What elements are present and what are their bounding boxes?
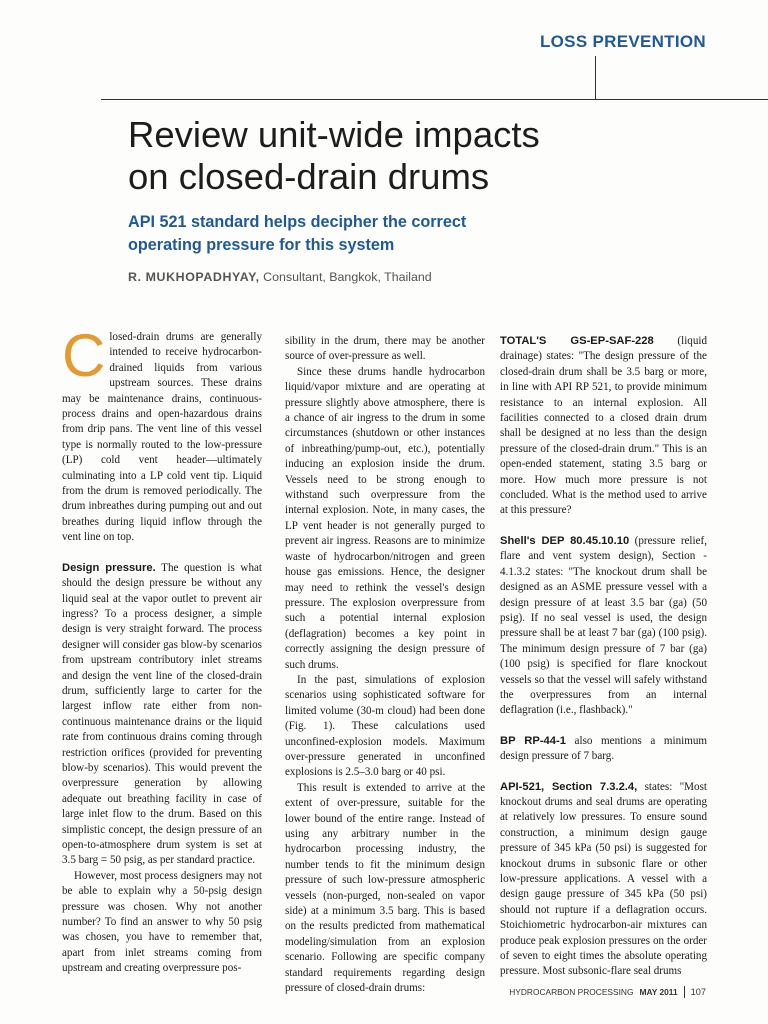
paragraph (500, 780, 707, 980)
paragraph (500, 534, 707, 719)
standard-heading: TOTAL'S GS-EP-SAF-228 (500, 335, 654, 347)
paragraph (62, 561, 262, 869)
publication-name: HYDROCARBON PROCESSING (509, 987, 634, 997)
article-subtitle (128, 211, 568, 257)
header-rule-vertical (595, 56, 596, 100)
author-name: R. MUKHOPADHYAY, (128, 270, 260, 284)
subtitle-line-2: operating pressure for this system (128, 236, 395, 254)
header-rule (101, 99, 768, 100)
paragraph-text: losed-drain drums are generally intended to receive hydrocarbon-drained liquids from various upstream sources. These drains may be maintenance drains, continuous-process drains and open-hazardous drains from drip pans. The vent line of this vessel type is normally routed to the low-pressure (LP) cold vent header—ultimately culminating into a LP cold vent tip. Liquid from the drum is removed periodically. The drum inbreathes during pumping out and out breathes during liquid inflow through the vent line on top. (62, 331, 262, 544)
paragraph: However, most process designers may not be able to explain why a 50-psig design pressure was chosen. Why not another number? To find an answer to why 50 psig was chosen, you have to remember that, apart from inlet streams coming from upstream and creating overpressure pos- (62, 869, 262, 975)
paragraph (500, 734, 707, 765)
title-line-2: on closed-drain drums (128, 156, 490, 197)
paragraph-text: (pressure relief, flare and vent system design), Section - 4.1.3.2 states: "The knockout drum shall be designed as an ASME pressure vessel with a design pressure of at least 3.5 bar (ga) (50 psig). If no seal vessel is used, the design pressure shall be at least 7 bar (ga) (100 psig). The minimum design pressure of 7 bar (ga) (100 psig) is specified for flare knockout vessels so that the vessel will safely withstand the overpressures from an internal deflagration (i.e., flashback)." (500, 534, 707, 717)
standard-heading: API-521, Section 7.3.2.4, (500, 780, 638, 793)
author-affiliation: Consultant, Bangkok, Thailand (259, 270, 432, 284)
standard-heading: Shell's DEP 80.45.10.10 (500, 534, 630, 547)
paragraph: In the past, simulations of explosion scenarios using sophisticated software for limited volume (30-m cloud) had been done (Fig. 1). These calculations used unconfined-explosion models. Maximum over-pressure generated in unconfined explosions is 2.5–3.0 barg or 40 psi. (285, 673, 485, 779)
paragraph-text: The question is what should the design pressure be without any liquid seal at the vapor outlet to prevent air ingress? To a process designer, a simple design is very straight forward. The process designer will consider gas blow-by scenarios from upstream contributory inlet streams and design the vent line of the closed-drain drum, sufficiently large to carter for the largest inflow rate either from non-continuous maintenance drains or the liquid rate from continuous drains coming through restriction orifices (provided for preventing blow-by scenarios). This would prevent the overpressure generation by allowing adequate out breathing facility in case of large inlet flow to the drum. Based on this simplistic concept, the design pressure of an open-to-atmosphere drum system is set at 3.5 barg = 50 psig, as per standard practice. (62, 561, 262, 867)
subtitle-line-1: API 521 standard helps decipher the correct (128, 213, 467, 231)
paragraph (62, 322, 262, 546)
text-column-1 (62, 322, 262, 977)
paragraph: sibility in the drum, there may be another source of over-pressure as well. (285, 335, 485, 363)
paragraph-text: (liquid drainage) states: "The design pressure of the closed-drain drum shall be 3.5 barg or more, in line with API RP 521, to provide minimum resistance to an internal explosion. All facilities connected to a closed drain drum shall be designed at no less than the design pressure of the closed-drain drum." This is an open-ended statement, stating 3.5 barg or more. How much more pressure is not concluded. What is the method used to arrive at this pressure? (500, 335, 707, 517)
article-title (128, 114, 708, 198)
page-number: 107 (690, 987, 706, 997)
paragraph-text: also mentions a minimum design pressure of 7 barg. (500, 734, 707, 763)
section-heading: Design pressure. (62, 561, 156, 574)
footer-divider (684, 986, 685, 998)
title-line-1: Review unit-wide impacts (128, 114, 540, 155)
text-column-2 (285, 334, 485, 996)
paragraph: This result is extended to arrive at the extent of over-pressure, suitable for the lower bound of the entire range. Instead of using any arbitrary number in the hydrocarbon processing industry, the number tends to fit the minimum design pressure of such low-pressure atmospheric vessels (non-purged, non-sealed on vapor side) at a minimum 3.5 barg. This is based on the results predicted from mathematical modeling/simulation from an explosion scenario. Following are specific company standard requirements regarding design pressure of closed-drain drums: (285, 781, 485, 995)
issue-date: MAY 2011 (639, 987, 678, 997)
standard-heading: BP RP-44-1 (500, 734, 566, 747)
section-label: LOSS PREVENTION (539, 32, 706, 51)
text-column-3 (500, 334, 707, 980)
byline (128, 270, 432, 284)
page-footer (509, 986, 706, 998)
drop-cap: C (62, 322, 106, 389)
paragraph: Since these drums handle hydrocarbon liquid/vapor mixture and are operating at pressure slightly above atmosphere, there is a chance of air ingress to the drum in some circumstances (shutdown or other instances of inbreathing/pump-out, etc.), potentially inducing an explosion inside the drum. Vessels need to be strong enough to withstand such overpressure from the internal explosion. Note, in many cases, the LP vent header is not generally purged to prevent air ingress. Reasons are to minimize waste of hydrocarbon/nitrogen and green house gas emissions. Hence, the designer may need to rethink the vessel's design pressure. The explosion overpressure from such a potential internal explosion (deflagration) becomes a key point in correctly assigning the design pressure of such drums. (285, 365, 485, 671)
paragraph-text: states: "Most knockout drums and seal drums are operating at relatively low pressures. To ensure sound construction, a minimum design gauge pressure of 345 kPa (50 psi) is suggested for knockout drums in subsonic flare or other low-pressure applications. A vessel with a design gauge pressure of 345 kPa (50 psi) should not rupture if a deflagration occurs. Stoichiometric hydrocarbon-air mixtures can produce peak explosion pressures on the order of seven to eight times the absolute operating pressure. Most subsonic-flare seal drums (500, 780, 707, 978)
paragraph (500, 334, 707, 519)
